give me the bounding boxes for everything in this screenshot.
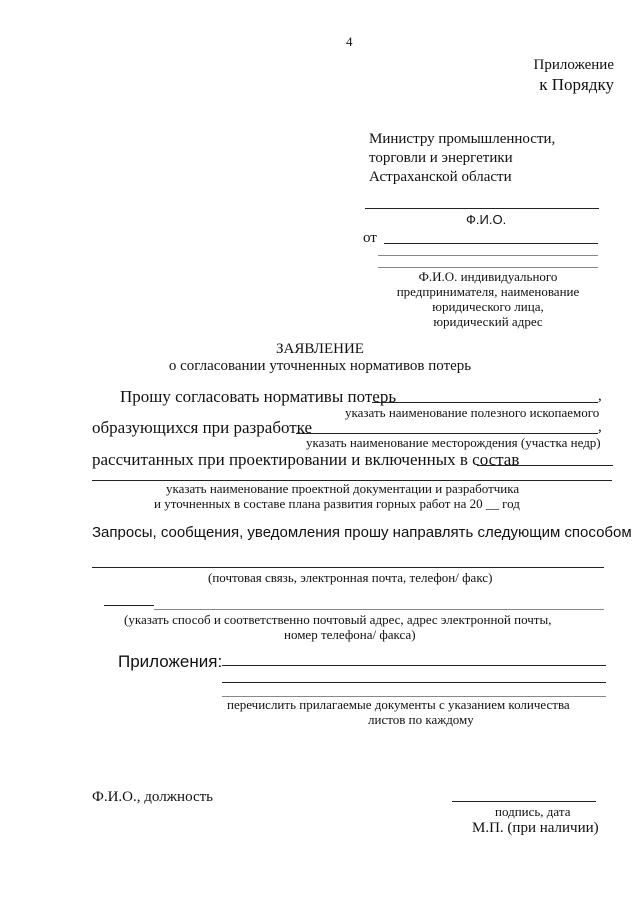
appendix-line2: к Порядку xyxy=(539,75,614,94)
contact-underline xyxy=(92,567,604,568)
addressee-line1: Министру промышленности, xyxy=(369,131,556,147)
project-caption-b: и уточненных в составе плана развития горных работ на 20 __ год xyxy=(154,496,520,511)
project-underline-1 xyxy=(477,465,613,466)
fio-position-label: Ф.И.О., должность xyxy=(92,789,214,805)
contact-detail-caption-b: номер телефона/ факса) xyxy=(284,627,416,642)
page-number: 4 xyxy=(346,34,353,49)
fio-underline xyxy=(365,208,599,209)
project-caption-a: указать наименование проектной документации и разработчика xyxy=(166,481,520,496)
contact-detail-underline-b xyxy=(154,609,604,610)
from-underline xyxy=(384,243,598,244)
attachments-underline-2 xyxy=(222,682,606,683)
applicant-caption-line3: юридического лица, xyxy=(432,299,544,314)
contact-caption: (почтовая связь, электронная почта, телефон/ факс) xyxy=(208,570,493,585)
deposit-underline xyxy=(296,433,598,434)
from-label: от xyxy=(363,230,377,246)
attachments-caption-a: перечислить прилагаемые документы с указанием количества xyxy=(227,697,570,712)
signature-caption: подпись, дата xyxy=(495,804,571,819)
body-line3: рассчитанных при проектировании и включенных в состав xyxy=(92,450,520,469)
contact-detail-caption-a: (указать способ и соответственно почтовый адрес, адрес электронной почты, xyxy=(124,612,552,627)
applicant-caption-line4: юридический адрес xyxy=(433,314,543,329)
document-subtitle: о согласовании уточненных нормативов потерь xyxy=(168,358,472,374)
signature-underline xyxy=(452,801,596,802)
attachments-underline-1 xyxy=(222,665,606,666)
body-line2-comma: , xyxy=(598,419,602,435)
addressee-line2: торговли и энергетики xyxy=(369,150,513,166)
body-line1: Прошу согласовать нормативы потерь xyxy=(120,387,397,406)
body-line2: образующихся при разработке xyxy=(92,418,313,437)
attachments-label: Приложения: xyxy=(118,652,223,671)
requests-line: Запросы, сообщения, уведомления прошу направлять следующим способом xyxy=(92,524,632,541)
stamp-label: М.П. (при наличии) xyxy=(472,820,599,836)
applicant-caption-line1: Ф.И.О. индивидуального xyxy=(418,269,558,284)
mineral-underline xyxy=(372,402,598,403)
deposit-caption: указать наименование месторождения (участка недр) xyxy=(306,435,601,450)
addressee-line3: Астраханской области xyxy=(369,169,512,185)
from-underline-2 xyxy=(378,255,598,256)
applicant-caption-line2: предпринимателя, наименование xyxy=(396,284,580,299)
appendix-line1: Приложение xyxy=(533,57,614,73)
from-underline-3 xyxy=(378,267,598,268)
contact-detail-underline-a xyxy=(104,605,154,606)
fio-caption: Ф.И.О. xyxy=(466,212,507,227)
attachments-caption-b: листов по каждому xyxy=(368,712,474,727)
mineral-caption: указать наименование полезного ископаемого xyxy=(345,405,600,420)
document-title: ЗАЯВЛЕНИЕ xyxy=(276,341,364,357)
body-line1-comma: , xyxy=(598,388,602,404)
